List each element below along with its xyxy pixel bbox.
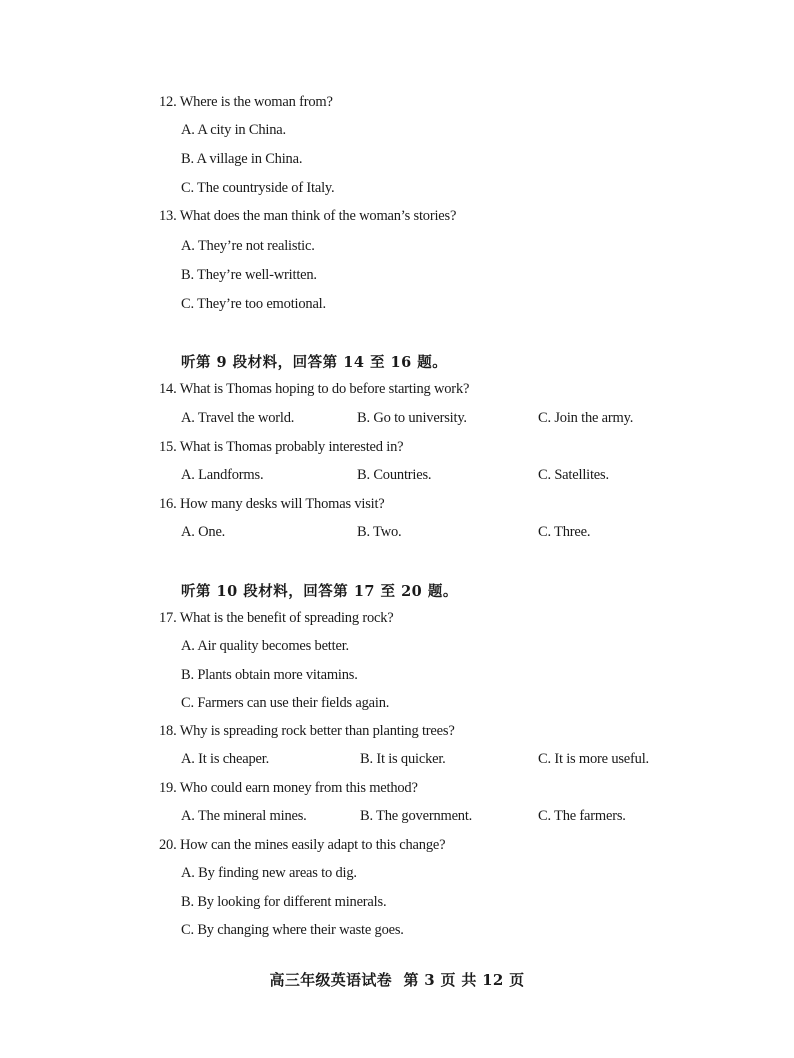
question-13-option-a: A. They’re not realistic. [181,238,315,254]
question-19-option-a: A. The mineral mines. [181,808,307,824]
section-9-heading: 听第 9 段材料，回答第 14 至 16 题。 [181,354,448,371]
question-12-option-b: B. A village in China. [181,151,303,167]
question-17-option-b: B. Plants obtain more vitamins. [181,667,358,683]
question-17-option-a: A. Air quality becomes better. [181,638,349,654]
section-10-heading: 听第 10 段材料，回答第 17 至 20 题。 [181,583,458,600]
question-20-option-c: C. By changing where their waste goes. [181,922,404,938]
question-14-stem: 14. What is Thomas hoping to do before starting work? [159,381,470,397]
question-16-stem: 16. How many desks will Thomas visit? [159,496,385,512]
question-19-option-c: C. The farmers. [538,808,626,824]
question-14-option-a: A. Travel the world. [181,410,295,426]
question-15-option-a: A. Landforms. [181,467,264,483]
question-19-option-b: B. The government. [360,808,473,824]
page-number-label: 第 3 页 共 12 页 [403,971,525,989]
question-12-stem: 12. Where is the woman from? [159,94,333,110]
question-16-option-c: C. Three. [538,524,591,540]
question-18-option-b: B. It is quicker. [360,751,446,767]
page-footer [0,969,794,990]
question-20-stem: 20. How can the mines easily adapt to this change? [159,837,446,853]
exam-title: 高三年级英语试卷 [269,971,392,989]
question-20-option-a: A. By finding new areas to dig. [181,865,357,881]
question-13-option-b: B. They’re well-written. [181,267,317,283]
question-12-option-c: C. The countryside of Italy. [181,180,335,196]
question-17-option-c: C. Farmers can use their fields again. [181,695,390,711]
question-13-option-c: C. They’re too emotional. [181,296,326,312]
question-18-option-c: C. It is more useful. [538,751,649,767]
question-15-option-c: C. Satellites. [538,467,609,483]
question-18-option-a: A. It is cheaper. [181,751,269,767]
question-19-stem: 19. Who could earn money from this method? [159,780,418,796]
question-17-stem: 17. What is the benefit of spreading rock? [159,610,394,626]
question-15-stem: 15. What is Thomas probably interested in? [159,439,404,455]
question-20-option-b: B. By looking for different minerals. [181,894,387,910]
question-12-option-a: A. A city in China. [181,122,286,138]
question-14-option-b: B. Go to university. [357,410,467,426]
question-15-option-b: B. Countries. [357,467,432,483]
question-14-option-c: C. Join the army. [538,410,634,426]
question-13-stem: 13. What does the man think of the woman’s stories? [159,208,457,224]
question-16-option-a: A. One. [181,524,226,540]
question-18-stem: 18. Why is spreading rock better than planting trees? [159,723,455,739]
question-16-option-b: B. Two. [357,524,402,540]
